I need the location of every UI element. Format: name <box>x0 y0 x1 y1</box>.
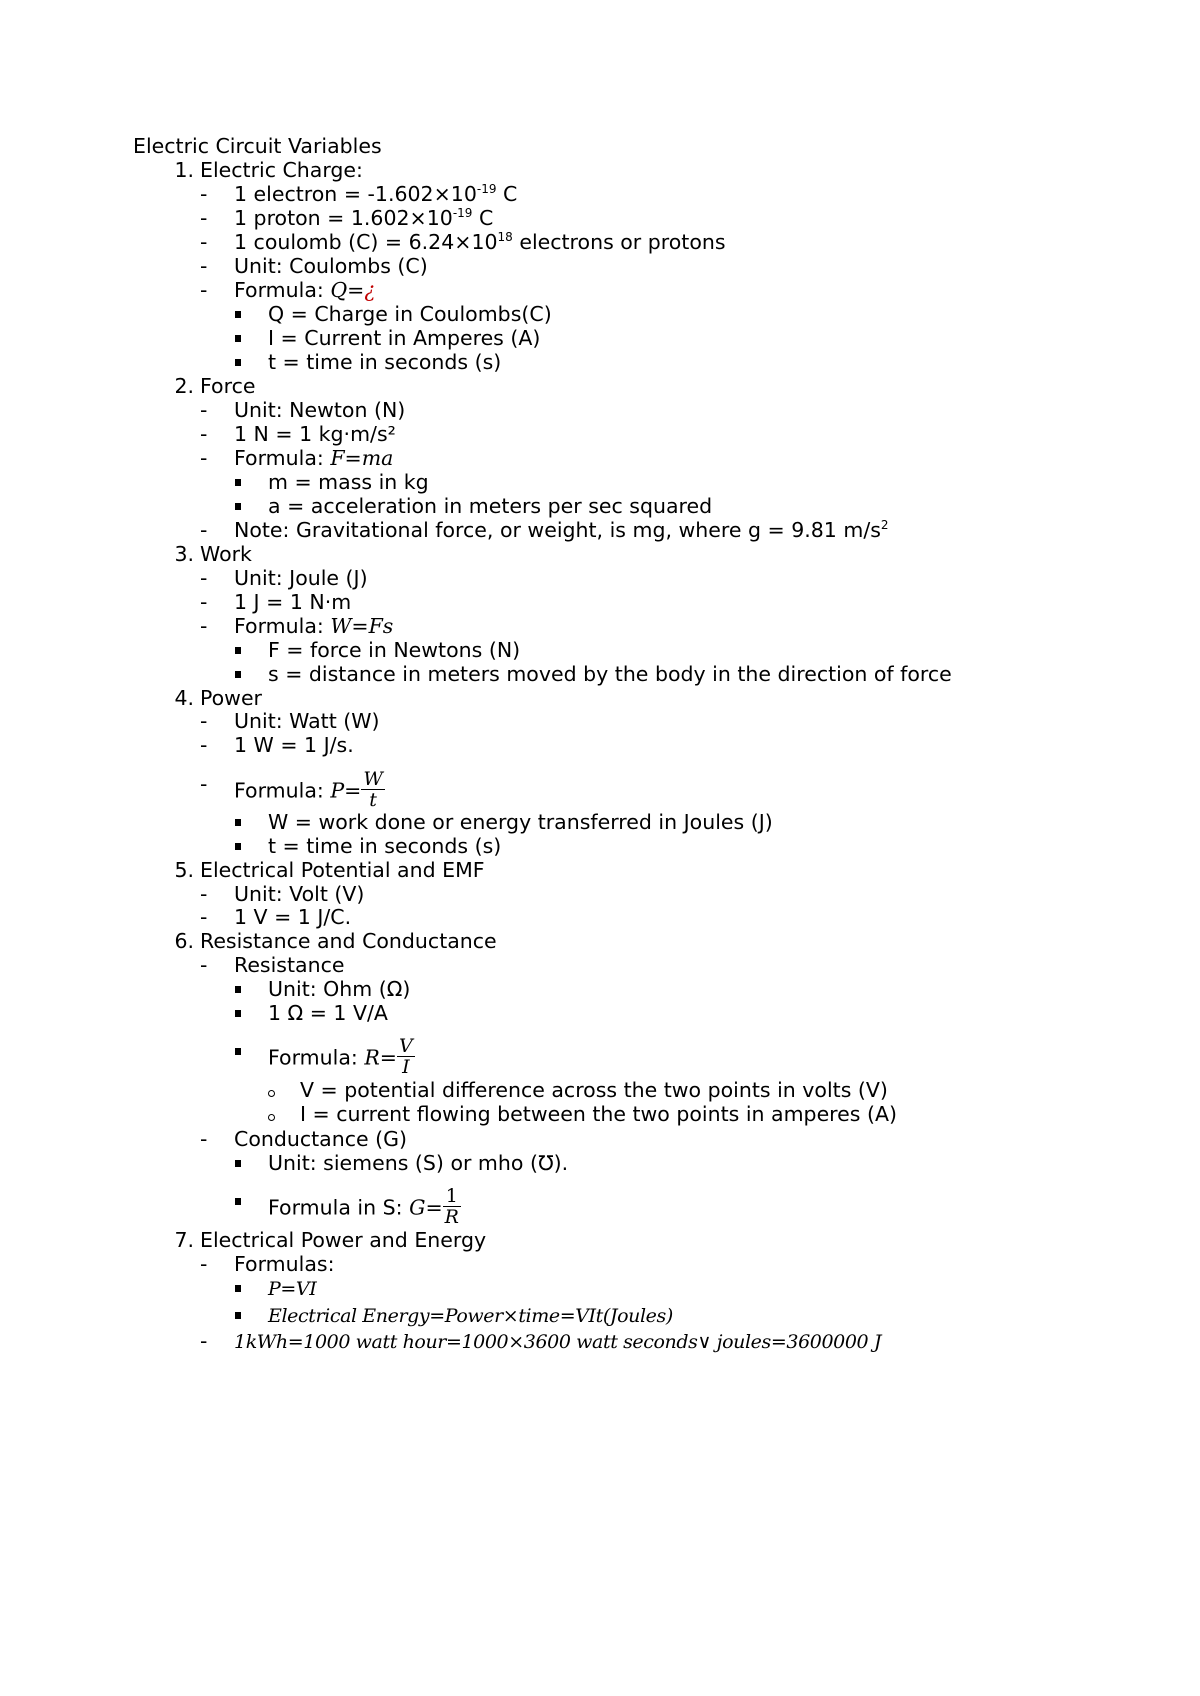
square-bullet <box>235 819 241 826</box>
dash-bullet: - <box>200 614 208 638</box>
list-item: - Unit: Watt (W) <box>200 709 380 733</box>
dash-bullet: - <box>200 882 208 906</box>
list-item: - 1 electron = $-1.602\times 10^{-19}$ C <box>200 182 518 206</box>
list-item: I = Current in Amperes (A) <box>268 325 540 351</box>
square-bullet <box>235 1048 241 1055</box>
list-item: I = current flowing between the two points in amperes (A) <box>300 1101 897 1127</box>
dash-bullet: - <box>200 1329 208 1353</box>
square-bullet <box>235 1285 241 1292</box>
list-item: - Unit: Coulombs (C) <box>200 254 428 278</box>
formula: P=VI <box>268 1278 317 1300</box>
dash-bullet: - <box>200 1252 208 1276</box>
list-item: - Unit: Newton (N) <box>200 398 406 422</box>
formula: R= <box>364 1045 397 1070</box>
section-title: Resistance and Conductance <box>200 929 497 953</box>
list-item: a = acceleration in meters per sec squared <box>268 493 712 519</box>
fraction: $\frac{W}{t}$ <box>363 768 383 811</box>
section-heading-potential <box>174 857 485 883</box>
list-item: W = work done or energy transferred in Joules (J) <box>268 809 773 835</box>
square-bullet <box>235 843 241 850</box>
list-item: - Conductance (G) <box>200 1127 407 1151</box>
note-line: - Note: Gravitational force, or weight, is mg, where g = 9.81 $m/s^2$ <box>200 518 889 542</box>
section-heading-charge <box>174 157 363 183</box>
square-bullet <box>235 647 241 654</box>
formula: F=ma <box>330 446 394 470</box>
formula-error-glyph: ¿ <box>364 278 376 302</box>
square-bullet <box>235 986 241 993</box>
formula: Electrical Energy=Power×time=VIt(Joules) <box>268 1305 673 1327</box>
dash-bullet: - <box>200 566 208 590</box>
square-bullet <box>235 311 241 318</box>
formula-line: - Formula: W=Fs <box>200 614 394 638</box>
square-bullet <box>235 479 241 486</box>
square-bullet <box>235 335 241 342</box>
formula: W=Fs <box>330 614 394 638</box>
section-title: Work <box>200 542 252 566</box>
list-item: Q = Charge in Coulombs(C) <box>268 301 552 327</box>
square-bullet <box>235 1010 241 1017</box>
formula: G= <box>409 1195 443 1220</box>
list-item: - 1 J = 1 N·m <box>200 590 352 614</box>
section-heading-resistance <box>174 928 497 954</box>
section-title: Electric Charge: <box>200 158 363 182</box>
dash-bullet: - <box>200 446 208 470</box>
dash-bullet: - <box>200 398 208 422</box>
square-bullet <box>235 503 241 510</box>
dash-bullet: - <box>200 518 208 542</box>
formula: Q= <box>330 278 365 302</box>
dash-bullet: - <box>200 1127 208 1151</box>
dash-bullet: - <box>200 953 208 977</box>
list-item: Unit: siemens (S) or mho (℧). <box>268 1150 568 1176</box>
section-heading-energy <box>174 1227 487 1253</box>
fraction: $\frac{1}{R}$ <box>444 1185 459 1228</box>
list-item: - 1 N = 1 kg·m/s² <box>200 422 396 446</box>
list-item: - Unit: Volt (V) <box>200 882 365 906</box>
list-item: t = time in seconds (s) <box>268 349 501 375</box>
formula-line: Formula in S: G= $\frac{1}{R}$ <box>268 1188 461 1214</box>
list-item: - Resistance <box>200 953 345 977</box>
list-item: - 1 coulomb $(C) = 6.24\times 10^{18}$ electrons or protons <box>200 230 726 254</box>
dash-bullet: - <box>200 422 208 446</box>
list-number: 3. <box>174 542 194 566</box>
section-heading-work <box>174 541 252 567</box>
list-item: - 1 W = 1 J/s. <box>200 733 354 757</box>
list-item: V = potential difference across the two points in volts (V) <box>300 1077 888 1103</box>
list-item: 1 Ω = 1 V/A <box>268 1000 388 1026</box>
list-number: 1. <box>174 158 194 182</box>
list-item: - 1 proton = $1.602\times 10^{-19}$ C <box>200 206 494 230</box>
list-item: Unit: Ohm (Ω) <box>268 976 410 1002</box>
formula-line: - Formula: F=ma <box>200 446 394 470</box>
dash-bullet: - <box>200 230 208 254</box>
formula-line: Formula: R= $\frac{V}{I}$ <box>268 1038 415 1064</box>
dash-bullet: - <box>200 206 208 230</box>
formula-line: - Formula: P= $\frac{W}{t}$ <box>200 768 383 811</box>
dash-bullet: - <box>200 278 208 302</box>
list-item: m = mass in kg <box>268 469 429 495</box>
formula-line <box>268 1275 316 1301</box>
list-number: 2. <box>174 374 194 398</box>
list-number: 4. <box>174 686 194 710</box>
formula: 1kWh=1000 watt hour=1000×3600 watt seconds∨ joules=3600000 J <box>234 1331 882 1353</box>
list-item: - 1 V = 1 J/C. <box>200 905 352 929</box>
formula: P= <box>330 778 362 803</box>
dash-bullet: - <box>200 590 208 614</box>
list-number: 7. <box>174 1228 194 1252</box>
list-item: s = distance in meters moved by the body in the direction of force <box>268 661 952 687</box>
section-title: Electrical Power and Energy <box>200 1228 487 1252</box>
dash-bullet: - <box>200 709 208 733</box>
list-number: 5. <box>174 858 194 882</box>
formula-line <box>200 1328 882 1354</box>
section-title: Power <box>200 686 262 710</box>
square-bullet <box>235 1198 241 1205</box>
list-item: - Formulas: <box>200 1252 335 1276</box>
fraction: $\frac{V}{I}$ <box>398 1035 413 1078</box>
formula-line <box>268 1302 673 1328</box>
circle-bullet <box>268 1114 275 1121</box>
square-bullet <box>235 1312 241 1319</box>
dash-bullet: - <box>200 733 208 757</box>
dash-bullet: - <box>200 905 208 929</box>
list-item: t = time in seconds (s) <box>268 833 501 859</box>
dash-bullet: - <box>200 182 208 206</box>
document-title: Electric Circuit Variables <box>133 134 382 158</box>
circle-bullet <box>268 1090 275 1097</box>
square-bullet <box>235 359 241 366</box>
square-bullet <box>235 671 241 678</box>
formula-line: - Formula: Q=¿ <box>200 278 376 302</box>
list-number: 6. <box>174 929 194 953</box>
list-item: F = force in Newtons (N) <box>268 637 520 663</box>
list-item: - Unit: Joule (J) <box>200 566 368 590</box>
square-bullet <box>235 1160 241 1167</box>
dash-bullet: - <box>200 254 208 278</box>
dash-bullet: - <box>200 772 208 796</box>
section-title: Force <box>200 374 256 398</box>
section-heading-force <box>174 373 256 399</box>
section-title: Electrical Potential and EMF <box>200 858 485 882</box>
